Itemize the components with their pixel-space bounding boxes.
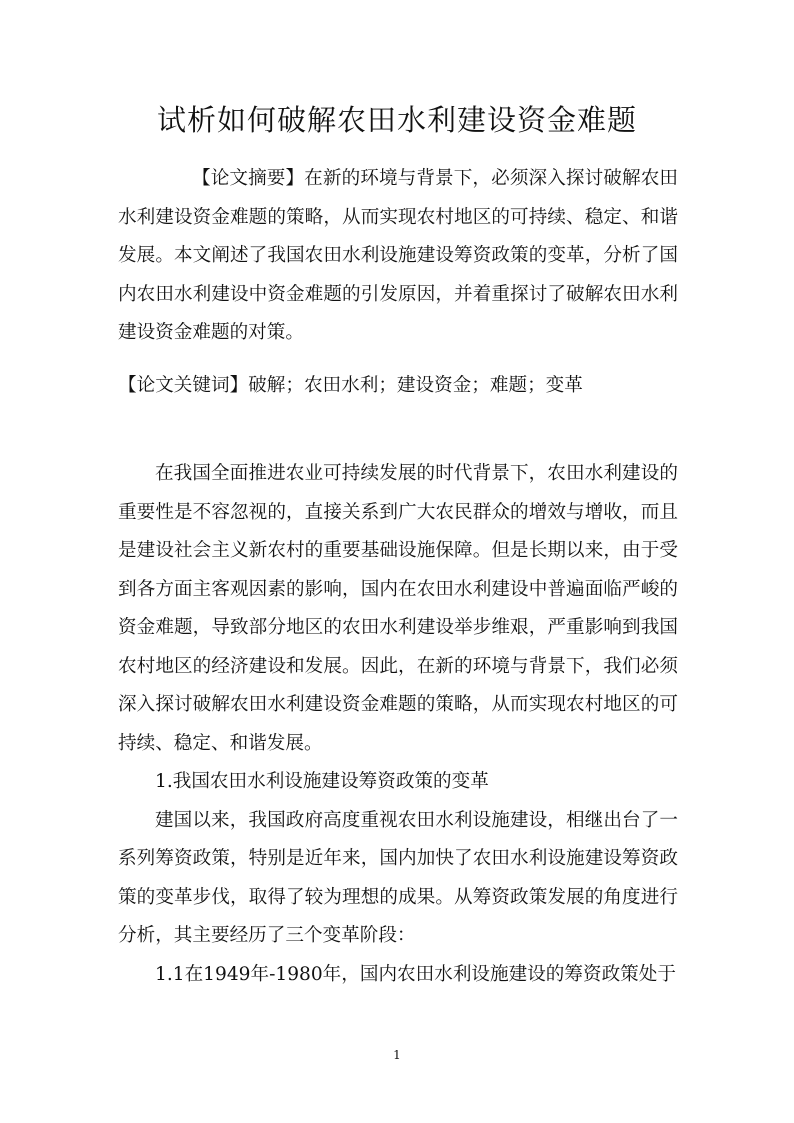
section-heading-1: 1.我国农田水利设施建设筹资政策的变革 [155, 771, 489, 792]
body-section [118, 455, 678, 994]
subsection-paragraph-1-1: 1.1在1949年-1980年，国内农田水利设施建设的筹资政策处于 [155, 963, 676, 985]
document-title: 试析如何破解农田水利建设资金难题 [156, 103, 637, 137]
keywords-paragraph: 【论文关键词】破解；农田水利；建设资金；难题；变革 [118, 375, 583, 396]
page-number: 1 [393, 1048, 401, 1062]
body-paragraph-1: 建国以来，我国政府高度重视农田水利设施建设，相继出台了一系列筹资政策，特别是近年来，国内加快了农田水利设施建设筹资政策的变革步伐，取得了较为理想的成果。从筹资政策发展的角度进行分析，其主要经历了三个变革阶段： [118, 809, 678, 946]
body-paragraph-intro: 在我国全面推进农业可持续发展的时代背景下，农田水利建设的重要性是不容忽视的，直接关系到广大农民群众的增效与增收，而且是建设社会主义新农村的重要基础设施保障。但是长期以来，由于受到各方面主客观因素的影响，国内在农田水利建设中普遍面临严峻的资金难题，导致部分地区的农田水利建设举步维艰，严重影响到我国农村地区的经济建设和发展。因此，在新的环境与背景下，我们必须深入探讨破解农田水利建设资金难题的策略，从而实现农村地区的可持续、稳定、和谐发展。 [118, 463, 678, 754]
abstract-paragraph: 【论文摘要】在新的环境与背景下，必须深入探讨破解农田水利建设资金难题的策略，从而实现农村地区的可持续、稳定、和谐发展。本文阐述了我国农田水利设施建设筹资政策的变革，分析了国内农田水利建设中资金难题的引发原因，并着重探讨了破解农田水利建设资金难题的对策。 [118, 168, 678, 343]
